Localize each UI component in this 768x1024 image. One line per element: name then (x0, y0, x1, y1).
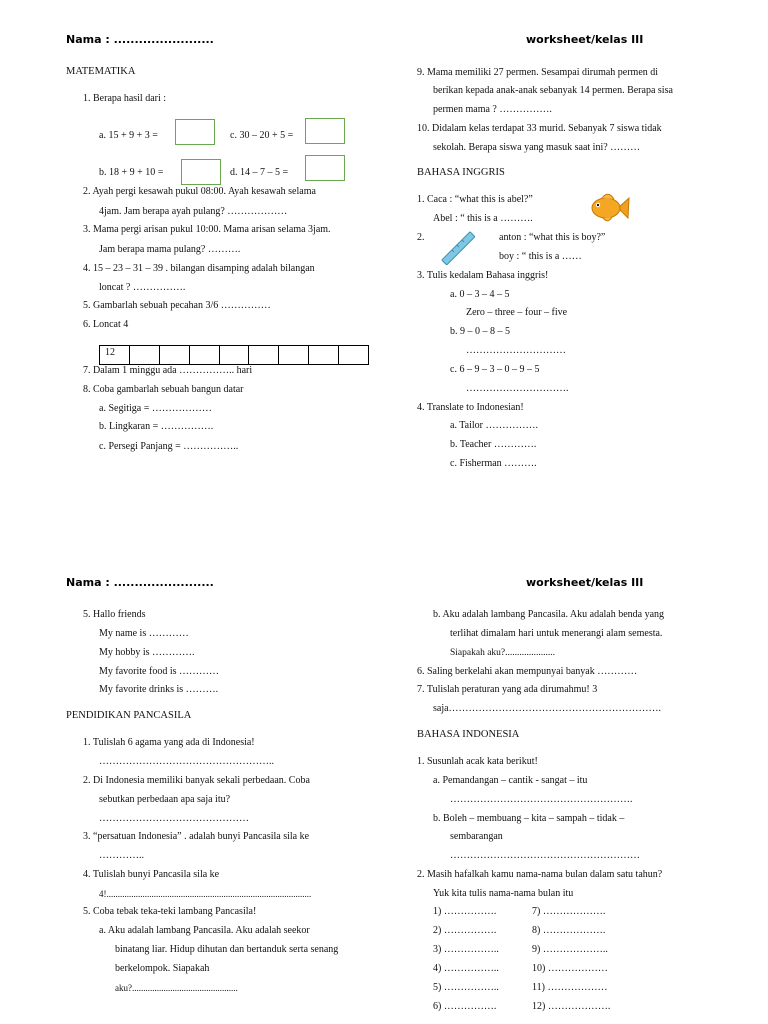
question-text: Abel : “ this is a ………. (433, 213, 533, 224)
empty-cell[interactable] (249, 346, 279, 364)
question-text: 5. Coba tebak teka-teki lambang Pancasila! (83, 906, 257, 917)
month-item: 5) …………….. (433, 982, 499, 993)
empty-cell[interactable] (160, 346, 190, 364)
question-text: My name is ………… (99, 628, 189, 639)
question-text: 1. Caca : “what this is abel?” (417, 194, 533, 205)
question-text: sembarangan (450, 831, 503, 842)
question-text: My hobby is …………. (99, 647, 195, 658)
section-title-matematika: MATEMATIKA (66, 66, 136, 77)
question-text: 3. Mama pergi arisan pukul 10:00. Mama arisan selama 3jam. (83, 224, 331, 235)
empty-cell[interactable] (279, 346, 309, 364)
question-text: loncat ? ……………. (99, 282, 186, 293)
question-text: 5. Hallo friends (83, 609, 146, 620)
question-text: berkelompok. Siapakah (115, 963, 210, 974)
number-cell: 12 (100, 346, 130, 364)
section-title-pancasila: PENDIDIKAN PANCASILA (66, 710, 192, 721)
answer-line: ………………………………………………… (450, 850, 640, 861)
month-item: 2) ……………. (433, 925, 497, 936)
answer-text: Zero – three – four – five (466, 307, 568, 318)
question-text: 2. Di Indonesia memiliki banyak sekali perbedaan. Coba (83, 775, 310, 786)
month-item: 1) ……………. (433, 906, 497, 917)
question-text: a. Aku adalah lambang Pancasila. Aku adalah seekor (99, 925, 310, 936)
answer-box[interactable] (181, 159, 221, 185)
section-title-bahasa-indonesia: BAHASA INDONESIA (417, 729, 520, 740)
question-text: sebutkan perbedaan apa saja itu? (99, 794, 231, 805)
question-text: b. Lingkaran = ……………. (99, 421, 214, 432)
question-text: Siapakah aku?..................... (450, 648, 556, 658)
month-item: 3) …………….. (433, 944, 499, 955)
question-text: 1. Susunlah acak kata berikut! (417, 756, 538, 767)
answer-line: ………………………… (466, 345, 566, 356)
question-text: anton : “what this is boy?” (499, 232, 606, 243)
question-text: My favorite drinks is ………. (99, 684, 219, 695)
empty-cell[interactable] (190, 346, 220, 364)
month-item: 10) ……………… (532, 963, 608, 974)
question-text: b. 18 + 9 + 10 = (99, 167, 164, 178)
question-text: b. Teacher …………. (450, 439, 537, 450)
question-text: sekolah. Berapa siswa yang masuk saat ini? ……… (433, 142, 641, 153)
answer-box[interactable] (305, 118, 345, 144)
question-text: 4jam. Jam berapa ayah pulang? ……………… (99, 206, 288, 217)
question-text: terlihat dimalam hari untuk menerangi alam semesta. (450, 628, 663, 639)
question-text: 2. Ayah pergi kesawah pukul 08:00. Ayah kesawah selama (83, 186, 316, 197)
month-item: 12) ………………. (532, 1001, 611, 1012)
answer-line: …………………………. (466, 383, 569, 394)
question-text: 3. Tulis kedalam Bahasa inggris! (417, 270, 549, 281)
worksheet-label: worksheet/kelas III (526, 33, 644, 46)
question-text: 8. Coba gambarlah sebuah bangun datar (83, 384, 244, 395)
question-text: 4!........................................................................................... (99, 889, 312, 899)
question-text: a. 15 + 9 + 3 = (99, 130, 158, 141)
question-text: 1. Berapa hasil dari : (83, 93, 167, 104)
month-item: 8) ………………. (532, 925, 606, 936)
answer-box[interactable] (175, 119, 215, 145)
question-text: 6. Saling berkelahi akan mempunyai banyak ………… (417, 666, 638, 677)
question-text: My favorite food is ………… (99, 666, 219, 677)
question-text: 7. Dalam 1 minggu ada …………….. hari (83, 365, 253, 376)
question-text: c. Fisherman ………. (450, 458, 537, 469)
question-text: a. Pemandangan – cantik - sangat – itu (433, 775, 588, 786)
question-text: 1. Tulislah 6 agama yang ada di Indonesia! (83, 737, 255, 748)
question-text: c. 6 – 9 – 3 – 0 – 9 – 5 (450, 364, 540, 375)
question-text: c. Persegi Panjang = …………….. (99, 441, 239, 452)
question-text: saja………………………………………………………. (433, 703, 662, 714)
empty-cell[interactable] (220, 346, 250, 364)
number-line-table (99, 345, 369, 365)
answer-line: …………………………………………….. (99, 756, 274, 767)
ruler-icon (440, 230, 476, 266)
question-text: 4. Translate to Indonesian! (417, 402, 524, 413)
worksheet-label: worksheet/kelas III (526, 576, 644, 589)
question-text: b. Boleh – membuang – kita – sampah – tidak – (433, 813, 625, 824)
goldfish-icon (588, 190, 630, 226)
name-label: Nama : ........................ (66, 33, 214, 46)
question-text: permen mama ? ……………. (433, 104, 552, 115)
empty-cell[interactable] (339, 346, 368, 364)
question-text: a. Segitiga = ……………… (99, 403, 212, 414)
question-text: 7. Tulislah peraturan yang ada dirumahmu! 3 (417, 684, 598, 695)
question-text: 9. Mama memiliki 27 permen. Sesampai dirumah permen di (417, 67, 659, 78)
month-item: 9) ……………….. (532, 944, 608, 955)
question-number: 2. (417, 232, 425, 243)
question-text: b. 9 – 0 – 8 – 5 (450, 326, 510, 337)
question-text: 6. Loncat 4 (83, 319, 129, 330)
month-item: 11) ……………… (532, 982, 608, 993)
question-text: 10. Didalam kelas terdapat 33 murid. Sebanyak 7 siswa tidak (417, 123, 662, 134)
answer-box[interactable] (305, 155, 345, 181)
question-text: 2. Masih hafalkah kamu nama-nama bulan dalam satu tahun? (417, 869, 663, 880)
question-text: Yuk kita tulis nama-nama bulan itu (433, 888, 574, 899)
empty-cell[interactable] (309, 346, 339, 364)
question-text: ………….. (99, 850, 144, 861)
month-item: 7) ………………. (532, 906, 606, 917)
question-text: binatang liar. Hidup dihutan dan bertanduk serta senang (115, 944, 339, 955)
question-text: 3. “persatuan Indonesia” . adalah bunyi Pancasila sila ke (83, 831, 310, 842)
question-text: c. 30 – 20 + 5 = (230, 130, 294, 141)
question-text: 4. 15 – 23 – 31 – 39 . bilangan disamping adalah bilangan (83, 263, 315, 274)
question-text: a. 0 – 3 – 4 – 5 (450, 289, 510, 300)
question-text: a. Tailor ……………. (450, 420, 538, 431)
name-label: Nama : ........................ (66, 576, 214, 589)
answer-line: ………………………………………………. (450, 794, 633, 805)
empty-cell[interactable] (130, 346, 160, 364)
question-text: 5. Gambarlah sebuah pecahan 3/6 …………… (83, 300, 271, 311)
section-title-bahasa-inggris: BAHASA INGGRIS (417, 167, 505, 178)
question-text: Jam berapa mama pulang? ………. (99, 244, 241, 255)
question-text: 4. Tulislah bunyi Pancasila sila ke (83, 869, 220, 880)
month-item: 4) …………….. (433, 963, 499, 974)
question-text: boy : “ this is a …… (499, 251, 582, 262)
question-text: b. Aku adalah lambang Pancasila. Aku adalah benda yang (433, 609, 665, 620)
question-text: berikan kepada anak-anak sebanyak 14 permen. Berapa sisa (433, 85, 673, 96)
answer-line: ……………………………………… (99, 813, 249, 824)
month-item: 6) ……………. (433, 1001, 497, 1012)
question-text: aku?............................................... (115, 983, 238, 993)
question-text: d. 14 – 7 – 5 = (230, 167, 289, 178)
